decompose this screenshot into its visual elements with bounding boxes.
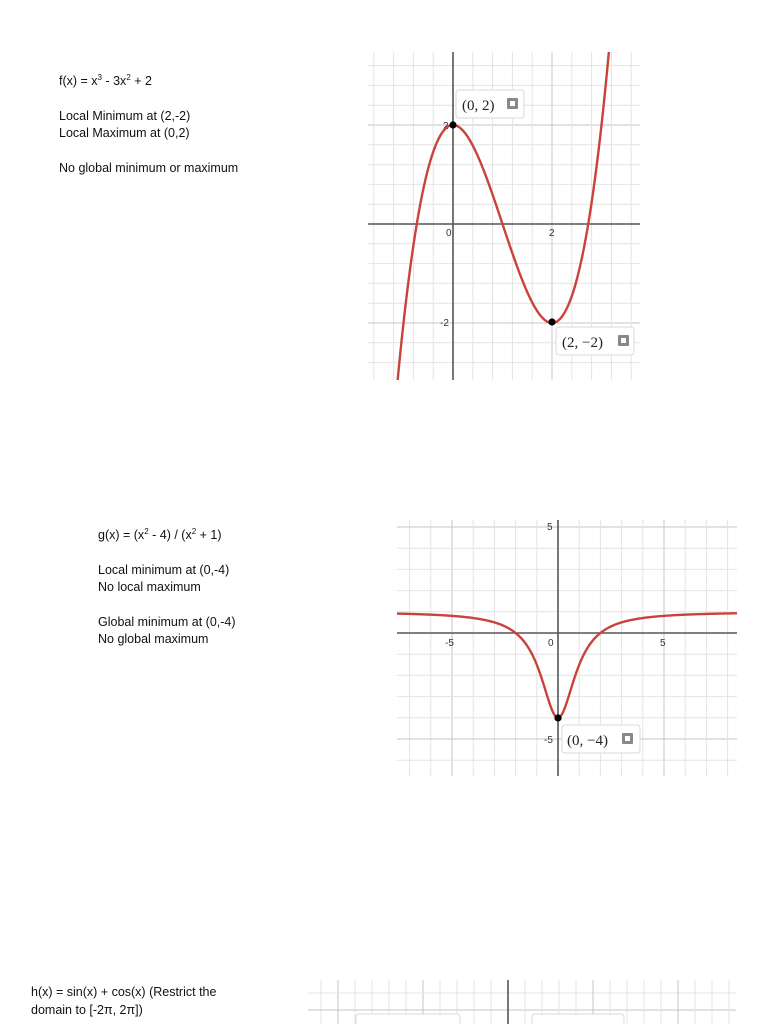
local-min-point[interactable] bbox=[548, 318, 555, 325]
g-local-max: No local maximum bbox=[98, 580, 201, 594]
local-min-label[interactable] bbox=[556, 327, 634, 355]
function-f: $f(x) = x^3 - 3x^2 + 2$ bbox=[59, 72, 152, 88]
graph-g bbox=[397, 520, 737, 776]
function-h-line2: domain to [-2π, 2π]) bbox=[31, 1002, 143, 1017]
x-tick-neg5: -5 bbox=[445, 638, 454, 649]
x-tick-0: 0 bbox=[548, 638, 554, 649]
f-local-min: Local Minimum at (2,-2) bbox=[59, 108, 191, 123]
section-g-text bbox=[98, 527, 236, 649]
function-g: $g(x) = (x^2 - 4) / (x^2 + 1)$ bbox=[98, 526, 222, 542]
global-min-label[interactable] bbox=[562, 725, 640, 753]
g-global-min: Global minimum at (0,-4) bbox=[98, 614, 236, 629]
x-tick-5: 5 bbox=[660, 638, 666, 649]
svg-text:(0, 2): (0, 2) bbox=[462, 98, 495, 114]
function-h-line1: h(x) = sin(x) + cos(x) (Restrict the bbox=[31, 985, 217, 999]
graph-h bbox=[308, 980, 736, 1024]
local-max-point[interactable] bbox=[449, 121, 456, 128]
svg-text:(2, −2): (2, −2) bbox=[562, 335, 603, 351]
g-global-max: No global maximum bbox=[98, 632, 209, 646]
g-local-min: Local minimum at (0,-4) bbox=[98, 562, 230, 577]
local-max-label[interactable] bbox=[456, 90, 524, 118]
partial-point-label bbox=[356, 1014, 624, 1024]
section-f-text bbox=[59, 73, 238, 177]
svg-text:(0, −4): (0, −4) bbox=[567, 733, 608, 749]
label-copy-icon[interactable] bbox=[507, 98, 518, 109]
curve-g bbox=[397, 613, 737, 718]
y-tick-5: 5 bbox=[547, 522, 553, 533]
x-tick-0: 0 bbox=[446, 228, 452, 239]
f-local-max: Local Maximum at (0,2) bbox=[59, 126, 190, 140]
graph-f bbox=[368, 52, 640, 380]
f-global-note: No global minimum or maximum bbox=[59, 160, 239, 175]
y-tick-neg5: -5 bbox=[544, 735, 553, 746]
x-tick-2: 2 bbox=[549, 228, 555, 239]
label-copy-icon[interactable] bbox=[618, 335, 629, 346]
label-copy-icon[interactable] bbox=[622, 733, 633, 744]
y-tick-2: 2 bbox=[443, 121, 449, 132]
global-min-point[interactable] bbox=[554, 714, 561, 721]
section-h-text bbox=[31, 984, 216, 1019]
y-tick-neg2: -2 bbox=[440, 318, 449, 329]
